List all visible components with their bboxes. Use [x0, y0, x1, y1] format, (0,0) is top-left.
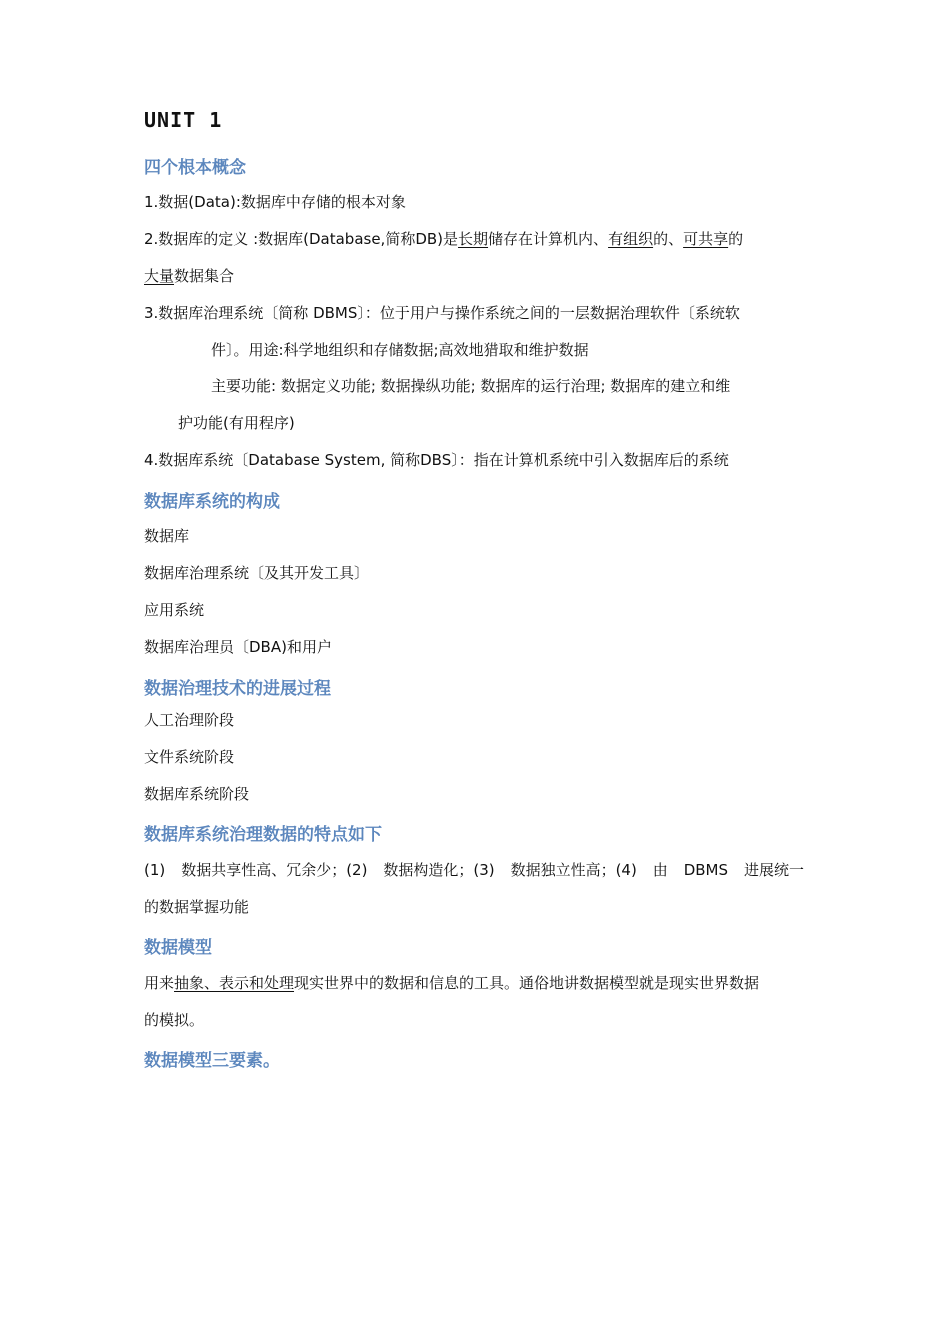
- underlined-term-shareable: 可共享: [683, 230, 729, 248]
- list-item: 应用系统: [144, 601, 205, 619]
- list-item: 数据库: [144, 527, 190, 545]
- text-segment: 现实世界中的数据和信息的工具。通俗地讲数据模型就是现实世界数据: [294, 974, 760, 992]
- page-title: UNIT 1: [144, 108, 223, 132]
- text-segment: (1): [144, 861, 166, 879]
- paragraph-database-definition-cont: [144, 266, 234, 286]
- text-segment: DBMS: [683, 861, 729, 879]
- paragraph-data-model: [144, 973, 759, 993]
- section-heading-data-model: 数据模型: [144, 938, 212, 958]
- text-segment: 储存在计算机内、: [488, 230, 609, 248]
- list-item: 数据库治理员〔DBA)和用户: [144, 638, 332, 656]
- text-segment: 2.数据库的定义 :数据库(Database,简称DB)是: [144, 230, 459, 248]
- section-heading-characteristics: 数据库系统治理数据的特点如下: [144, 825, 382, 845]
- text-segment: 用来: [144, 974, 175, 992]
- text-segment: 由: [652, 861, 668, 879]
- paragraph-data-model-cont: 的模拟。: [144, 1011, 205, 1029]
- paragraph-characteristics-cont: 的数据掌握功能: [144, 898, 250, 916]
- list-item: 人工治理阶段: [144, 711, 235, 729]
- list-item: 数据库系统阶段: [144, 785, 250, 803]
- text-segment: 数据独立性高；(4): [510, 861, 637, 879]
- text-segment: 数据集合: [174, 267, 235, 285]
- list-item: 数据库治理系统〔及其开发工具〕: [144, 564, 370, 582]
- text-segment: 进展统一: [743, 861, 804, 879]
- section-heading-three-elements: 数据模型三要素。: [144, 1051, 280, 1071]
- section-heading-basic-concepts: 四个根本概念: [144, 158, 246, 178]
- text-segment: 数据构造化；(3): [383, 861, 495, 879]
- list-item: 文件系统阶段: [144, 748, 235, 766]
- paragraph-dbs-definition: 4.数据库系统〔Database System, 简称DBS〕：指在计算机系统中引入数据库后的系统: [144, 451, 729, 469]
- paragraph-dbms-functions-cont: 护功能(有用程序): [178, 414, 295, 432]
- section-heading-system-composition: 数据库系统的构成: [144, 492, 280, 512]
- underlined-term-large-amount: 大量: [144, 267, 175, 285]
- paragraph-data-definition: 1.数据(Data):数据库中存储的根本对象: [144, 193, 406, 211]
- text-segment: 的: [728, 230, 744, 248]
- paragraph-dbms-functions: 主要功能: 数据定义功能; 数据操纵功能; 数据库的运行治理; 数据库的建立和维: [211, 377, 731, 395]
- underlined-term-long-term: 长期: [458, 230, 489, 248]
- paragraph-dbms-definition: 3.数据库治理系统〔简称 DBMS〕：位于用户与操作系统之间的一层数据治理软件〔系统软: [144, 304, 740, 322]
- paragraph-database-definition: [144, 229, 743, 249]
- text-segment: 数据共享性高、冗余少；(2): [181, 861, 368, 879]
- text-segment: 的、: [653, 230, 684, 248]
- underlined-term-organized: 有组织: [608, 230, 654, 248]
- underlined-term-abstract-represent-process: 抽象、表示和处理: [174, 974, 295, 992]
- paragraph-dbms-purpose: 件〕。用途:科学地组织和存储数据;高效地猎取和维护数据: [211, 341, 589, 359]
- paragraph-characteristics: [144, 860, 804, 880]
- section-heading-development-process: 数据治理技术的进展过程: [144, 679, 331, 699]
